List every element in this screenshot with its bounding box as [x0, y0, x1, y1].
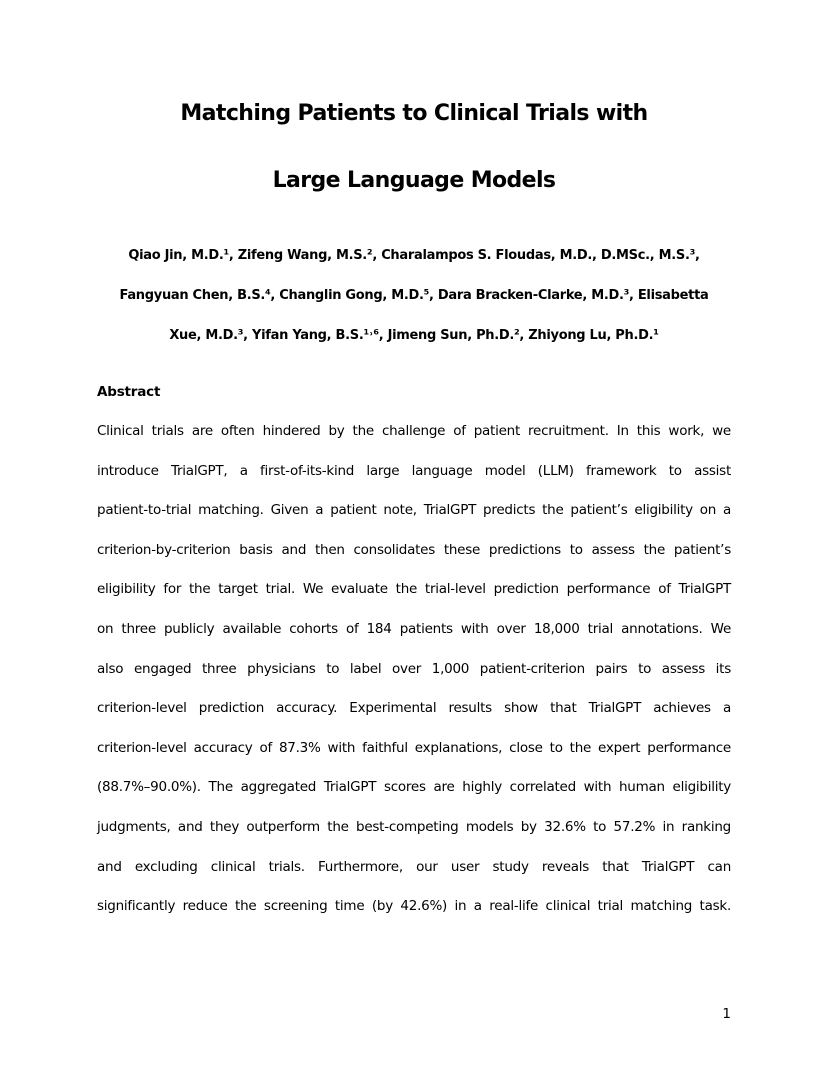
abstract-line: (88.7%–90.0%). The aggregated TrialGPT scores are highly correlated with human eligibility [97, 779, 731, 795]
abstract-line: introduce TrialGPT, a first-of-its-kind large language model (LLM) framework to assist [97, 463, 731, 479]
abstract-line: criterion-level accuracy of 87.3% with faithful explanations, close to the expert performance [97, 740, 731, 756]
abstract-line: patient-to-trial matching. Given a patient note, TrialGPT predicts the patient’s eligibility on a [97, 502, 731, 518]
abstract-line: also engaged three physicians to label over 1,000 patient-criterion pairs to assess its [97, 661, 731, 677]
abstract-line: criterion-by-criterion basis and then consolidates these predictions to assess the patient’s [97, 542, 731, 558]
abstract-line: and excluding clinical trials. Furthermore, our user study reveals that TrialGPT can [97, 859, 731, 875]
paper-title-line-2: Large Language Models [272, 168, 556, 193]
author-list-line-2: Fangyuan Chen, B.S.⁴, Changlin Gong, M.D.⁵, Dara Bracken-Clarke, M.D.³, Elisabetta [119, 288, 709, 303]
author-list-line-3: Xue, M.D.³, Yifan Yang, B.S.¹˒⁶, Jimeng Sun, Ph.D.², Zhiyong Lu, Ph.D.¹ [169, 328, 659, 343]
abstract-line: Clinical trials are often hindered by the challenge of patient recruitment. In this work, we [97, 423, 731, 439]
abstract-line: criterion-level prediction accuracy. Experimental results show that TrialGPT achieves a [97, 700, 731, 716]
page-number: 1 [722, 1006, 731, 1022]
abstract-line: judgments, and they outperform the best-competing models by 32.6% to 57.2% in ranking [97, 819, 731, 835]
paper-title-line-1: Matching Patients to Clinical Trials with [180, 101, 648, 126]
abstract-heading: Abstract [97, 384, 161, 400]
abstract-line: eligibility for the target trial. We evaluate the trial-level prediction performance of TrialGPT [97, 581, 731, 597]
abstract-line: on three publicly available cohorts of 184 patients with over 18,000 trial annotations. We [97, 621, 731, 637]
author-list-line-1: Qiao Jin, M.D.¹, Zifeng Wang, M.S.², Charalampos S. Floudas, M.D., D.MSc., M.S.³, [128, 248, 700, 263]
abstract-line: significantly reduce the screening time (by 42.6%) in a real-life clinical trial matching task. [97, 898, 731, 914]
